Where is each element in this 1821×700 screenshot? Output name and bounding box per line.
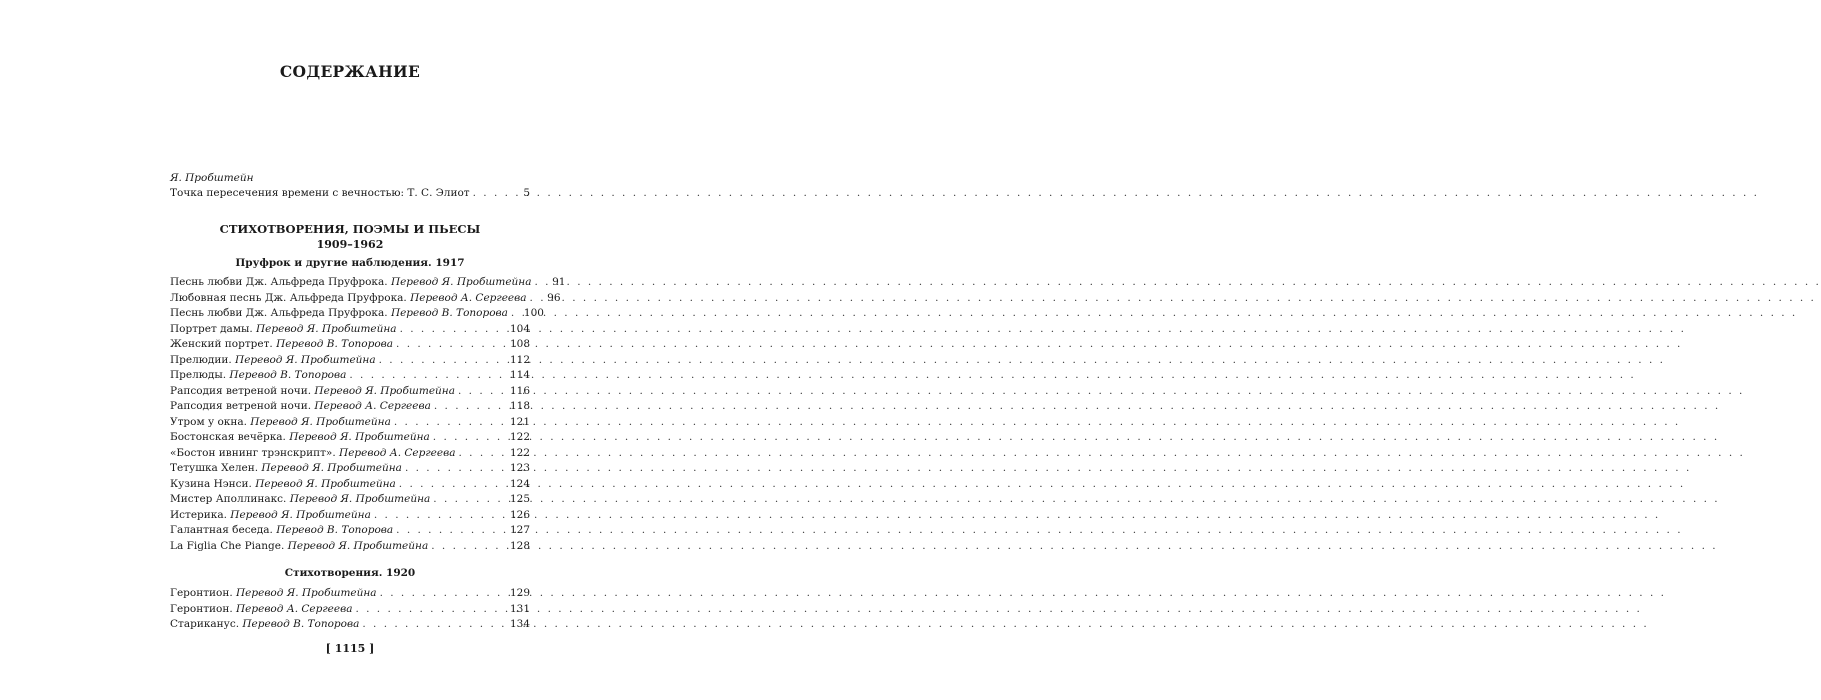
toc-entry (170, 291, 561, 307)
entry-page: 127 (509, 524, 530, 536)
toc-entry (170, 492, 530, 508)
translator: Перевод Я. Пробштейна (289, 493, 431, 505)
work-title: Песнь любви Дж. Альфреда Пруфрока. (170, 307, 391, 319)
entry-page: 121 (509, 415, 530, 428)
entry-page: 108 (509, 338, 530, 350)
group-prufrock (170, 256, 566, 554)
entry-page: 5 (523, 187, 530, 199)
work-title: Кузина Нэнси. (170, 477, 256, 490)
entry-title (170, 291, 527, 307)
work-title: Рапсодия ветреной ночи. (170, 384, 315, 397)
group-title: Пруфрок и другие наблюдения. 1917 (235, 257, 465, 269)
work-title: Тетушка Хелен. (170, 462, 262, 474)
translator: Перевод Я. Пробштейна (250, 415, 391, 428)
entry-page: 116 (509, 384, 530, 397)
group-title: Стихотворения. 1920 (284, 567, 416, 579)
intro-block (170, 171, 530, 202)
entry-list (170, 275, 566, 554)
entry-title (170, 508, 371, 524)
toc-entry (170, 586, 530, 602)
translator: Перевод В. Топорова (276, 524, 394, 536)
leader-dots (473, 186, 509, 202)
entry-page: 112 (509, 353, 530, 366)
translator: Перевод Я. Пробштейна (287, 539, 429, 552)
work-title: Рапсодия ветреной ночи. (170, 400, 315, 412)
translator: Перевод Я. Пробштейна (261, 462, 402, 474)
work-title: Галантная беседа. (170, 524, 277, 536)
entry-title (170, 477, 396, 493)
translator: Перевод Я. Пробштейна (236, 587, 377, 599)
leader-dots (405, 461, 507, 477)
leader-dots (400, 322, 507, 338)
leader-dots (458, 446, 506, 462)
translator: Перевод Я. Пробштейна (255, 477, 396, 490)
translator: Перевод А. Сергеева (410, 291, 527, 304)
entry-title (170, 617, 359, 633)
work-title: «Бостон ивнинг трэнскрипт». (170, 446, 340, 459)
entry-page: 131 (509, 602, 530, 615)
toc-entry (170, 617, 530, 633)
toc-entry (170, 399, 530, 415)
work-title: Портрет дамы. (170, 322, 257, 335)
toc-entry (170, 461, 530, 477)
entry-page: 118 (509, 400, 530, 412)
translator: Перевод Я. Пробштейна (235, 353, 376, 366)
toc-entry (170, 353, 530, 369)
entry-title (170, 415, 391, 431)
page-title: СОДЕРЖАНИЕ (279, 62, 421, 81)
entry-title (170, 384, 455, 400)
work-title: Утром у окна. (170, 415, 251, 428)
toc-entry (170, 602, 530, 618)
leader-dots (433, 492, 507, 508)
translator: Перевод Я. Пробштейна (390, 276, 532, 288)
leader-dots (458, 384, 507, 400)
toc-entry (170, 477, 530, 493)
entry-page: 123 (509, 462, 530, 474)
entry-title (170, 337, 393, 353)
translator: Перевод А. Сергеева (339, 446, 456, 459)
section-years: 1909–1962 (316, 238, 384, 251)
leader-dots (399, 477, 507, 493)
work-title: Геронтион. (170, 602, 237, 615)
work-title: Песнь любви Дж. Альфреда Пруфрока. (170, 276, 391, 288)
leader-dots (394, 415, 507, 431)
entry-page: 122 (509, 431, 530, 443)
entry-page: 125 (509, 493, 530, 505)
work-title: Женский портрет. (170, 338, 277, 350)
entry-page: 104 (509, 322, 530, 335)
leader-dots (374, 508, 507, 524)
translator: Перевод А. Сергеева (236, 602, 353, 615)
entry-page: 129 (509, 587, 530, 599)
toc-entry (170, 322, 530, 338)
entry-page: 124 (509, 477, 530, 490)
entry-page: 134 (509, 618, 530, 630)
leader-dots (396, 523, 507, 539)
leader-dots (434, 399, 507, 415)
leader-dots (535, 275, 545, 291)
entry-page: 114 (509, 369, 530, 381)
entry-title (170, 430, 430, 446)
work-title: Мистер Аполлинакс. (170, 493, 290, 505)
group-poems-1920 (170, 566, 530, 633)
translator: Перевод Я. Пробштейна (289, 431, 430, 443)
translator: Перевод В. Топорова (390, 307, 508, 319)
translator: Перевод В. Топорова (242, 618, 360, 630)
translator: Перевод Я. Пробштейна (230, 508, 371, 521)
page-number: [ 1115 ] (325, 642, 375, 655)
leader-dots (379, 353, 507, 369)
leader-dots (362, 617, 507, 633)
entry-title (170, 306, 508, 322)
leader-dots (380, 586, 507, 602)
entry-title: Точка пересечения времени с вечностью: Т. С. Элиот (170, 187, 470, 199)
work-title: Бостонская вечёрка. (170, 431, 290, 443)
translator: Перевод А. Сергеева (314, 400, 431, 412)
translator: Перевод В. Топорова (229, 369, 347, 381)
toc-entry (170, 523, 530, 539)
leader-dots (530, 291, 540, 307)
entry-title (170, 602, 352, 618)
toc-entry (170, 539, 530, 555)
toc-entry (170, 415, 530, 431)
leader-dots (431, 539, 507, 555)
work-title: Истерика. (170, 508, 231, 521)
toc-entry (170, 430, 530, 446)
entry-title (170, 461, 402, 477)
toc-entry (170, 368, 530, 384)
entry-page: 122 (509, 446, 530, 459)
translator: Перевод Я. Пробштейна (256, 322, 397, 335)
entry-title (170, 539, 428, 555)
entry-title (170, 586, 377, 602)
entry-list (170, 586, 530, 633)
entry-title (170, 322, 397, 338)
intro-author: Я. Пробштейн (170, 172, 254, 184)
section-heading (170, 222, 530, 252)
toc-entry (170, 384, 530, 400)
translator: Перевод Я. Пробштейна (314, 384, 455, 397)
toc-entry (170, 508, 530, 524)
leader-dots (433, 430, 507, 446)
entry-title (170, 523, 393, 539)
work-title: Любовная песнь Дж. Альфреда Пруфрока. (170, 291, 411, 304)
work-title: Геронтион. (170, 587, 237, 599)
leader-dots (396, 337, 507, 353)
work-title: La Figlia Che Piange. (170, 539, 288, 552)
leader-dots (355, 602, 507, 618)
leader-dots (349, 368, 507, 384)
work-title: Прелюды. (170, 369, 230, 381)
entry-page: 100 (523, 307, 544, 319)
toc-entry (170, 306, 544, 322)
entry-page: 91 (552, 276, 566, 288)
entry-title (170, 353, 376, 369)
toc-entry (170, 275, 566, 291)
book-page (0, 0, 700, 700)
work-title: Прелюдии. (170, 353, 236, 366)
toc-entry (170, 186, 530, 202)
translator: Перевод В. Топорова (276, 338, 394, 350)
entry-page: 126 (509, 508, 530, 521)
entry-title (170, 492, 430, 508)
entry-page: 128 (509, 539, 530, 552)
section-title: СТИХОТВОРЕНИЯ, ПОЭМЫ И ПЬЕСЫ (219, 222, 481, 236)
toc-entry (170, 446, 530, 462)
toc-entry (170, 337, 530, 353)
entry-page: 96 (547, 291, 561, 304)
work-title: Стариканус. (170, 618, 243, 630)
entry-title (170, 399, 431, 415)
entry-title (170, 446, 455, 462)
leader-dots (511, 306, 521, 322)
entry-title (170, 368, 346, 384)
entry-title (170, 275, 532, 291)
